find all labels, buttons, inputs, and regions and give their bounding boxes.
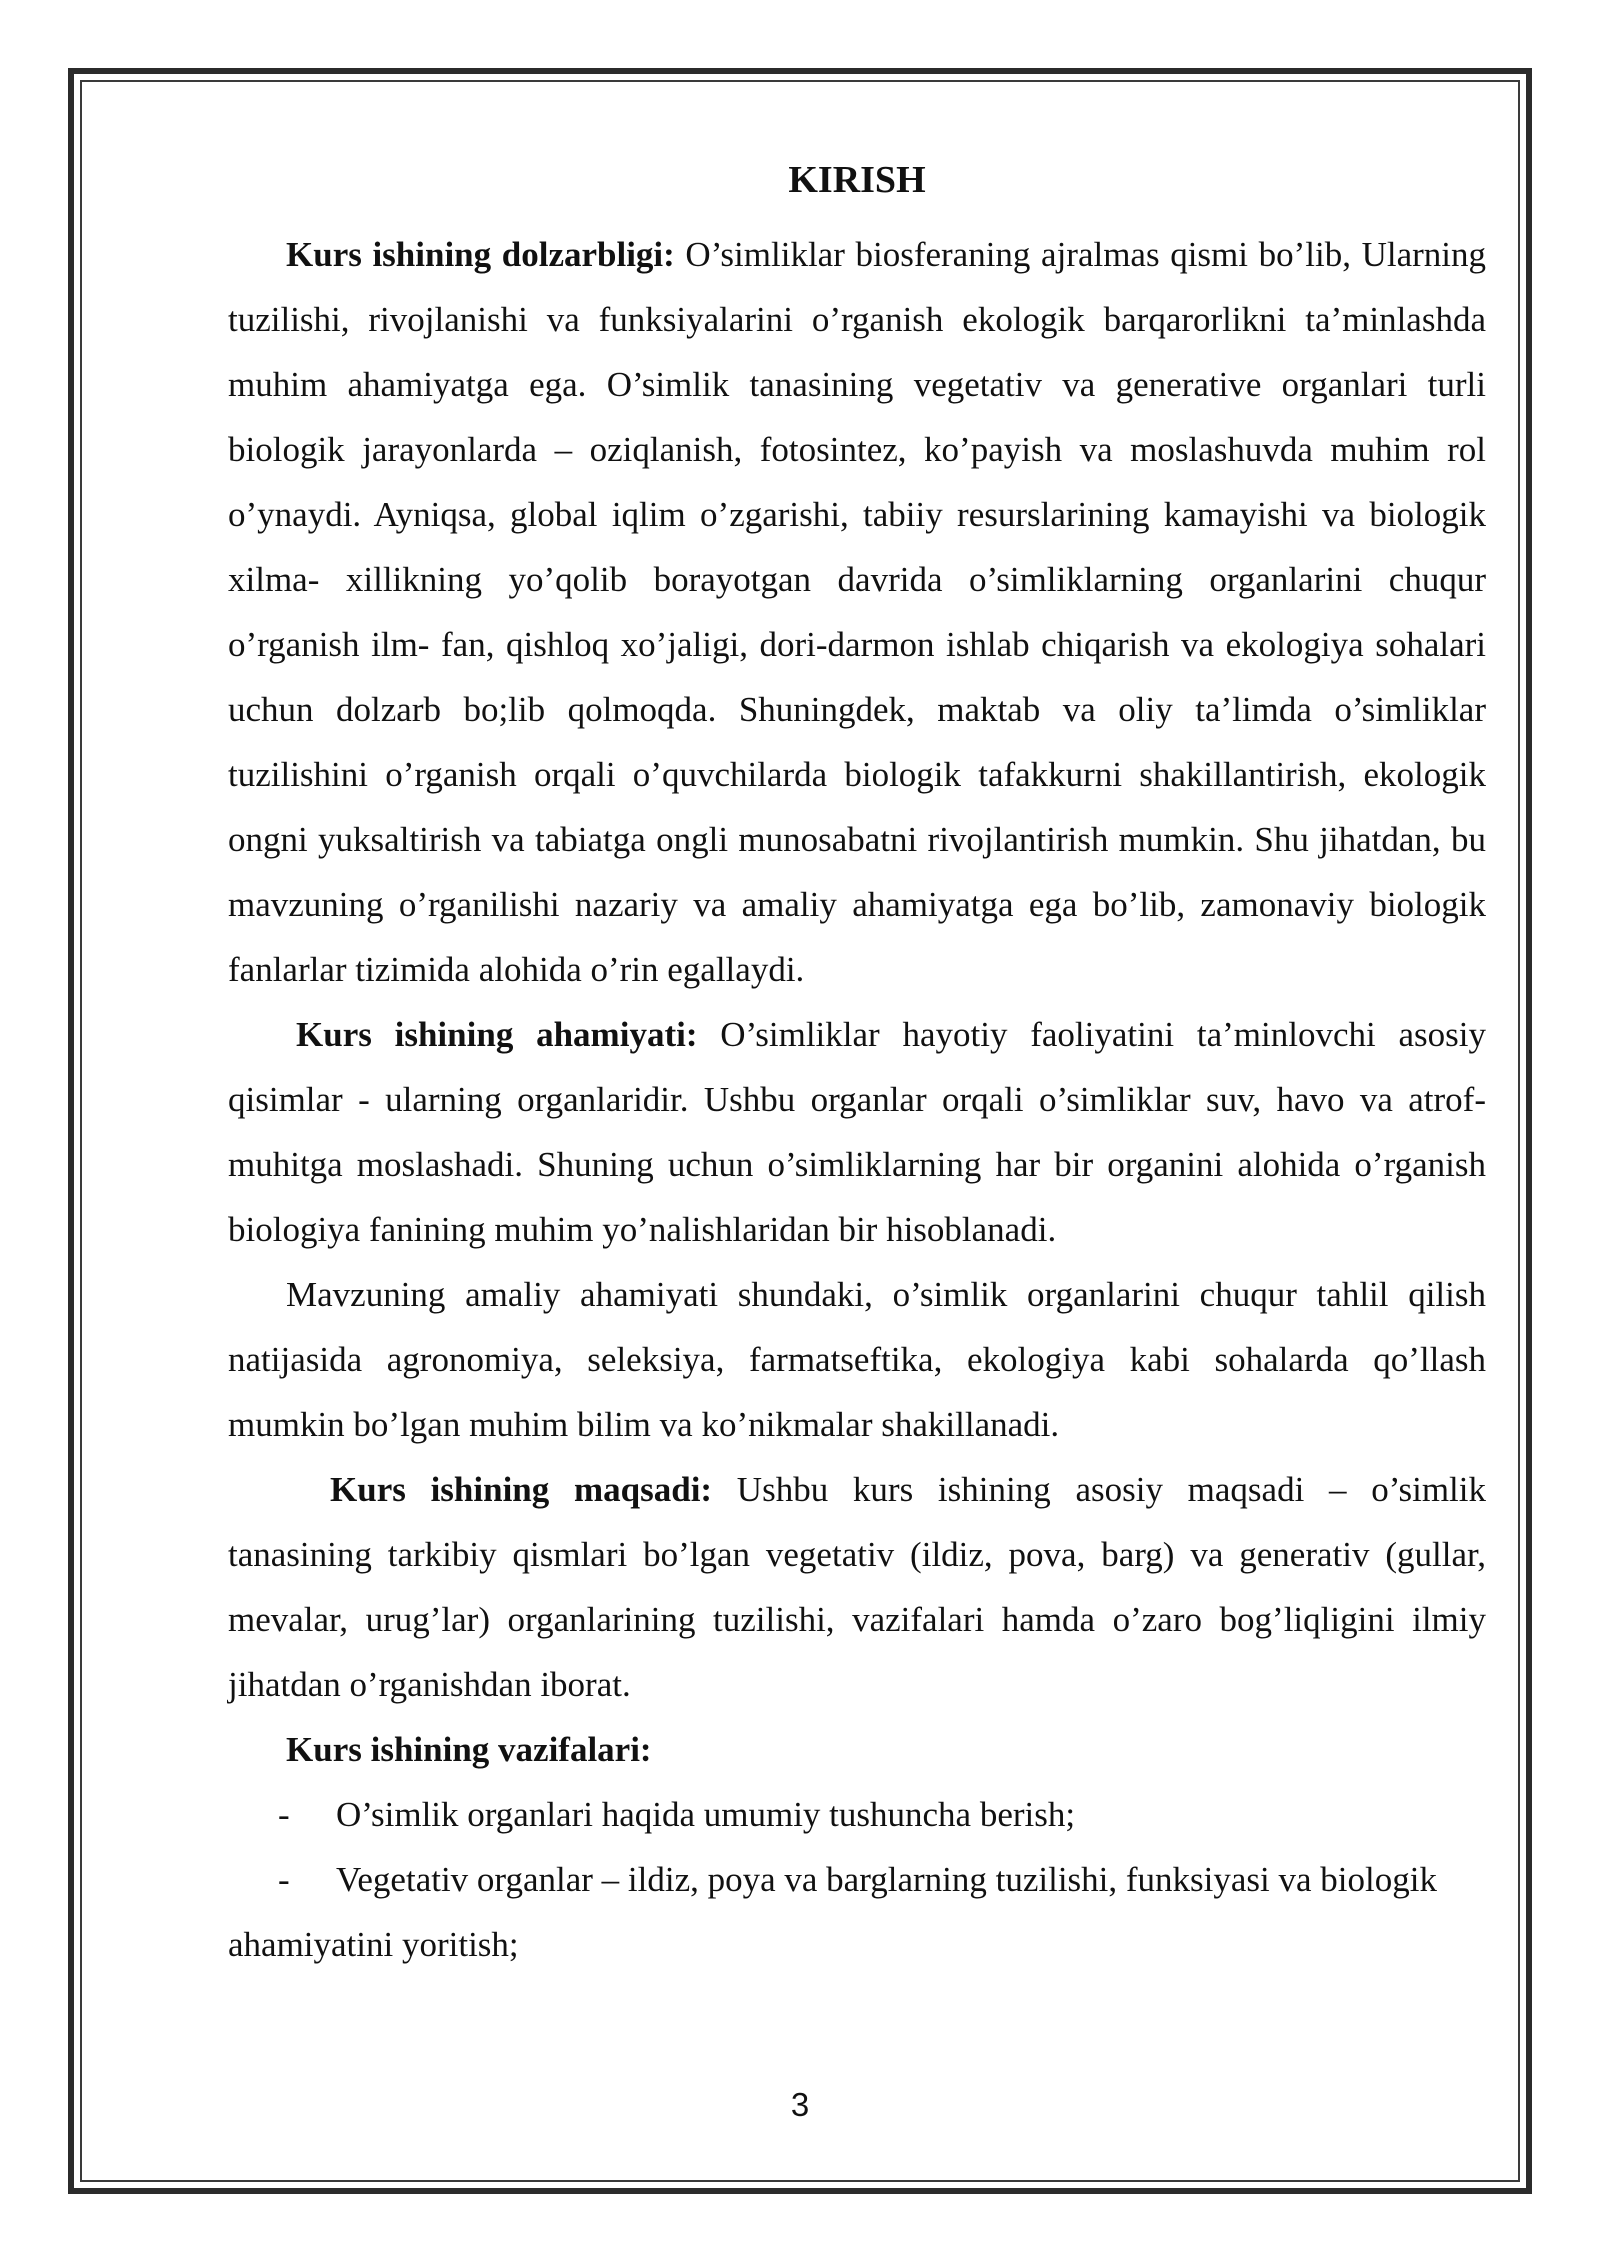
paragraph-maqsadi-label: Kurs ishining maqsadi: bbox=[330, 1470, 713, 1509]
page-number: 3 bbox=[790, 2086, 810, 2123]
paragraph-dolzarbligi bbox=[228, 222, 1486, 1002]
document-body bbox=[228, 150, 1486, 1977]
heading-vazifalari: Kurs ishining vazifalari: bbox=[286, 1730, 652, 1769]
list-marker: - bbox=[278, 1795, 290, 1834]
list-item bbox=[228, 1847, 1486, 1977]
paragraph-ahamiyati bbox=[228, 1002, 1486, 1262]
paragraph-ahamiyati-label: Kurs ishining ahamiyati: bbox=[296, 1015, 698, 1054]
task-list bbox=[228, 1782, 1486, 1977]
paragraph-dolzarbligi-label: Kurs ishining dolzarbligi: bbox=[286, 235, 675, 274]
paragraph-ahamiyati-text: O’simliklar hayotiy faoliyatini ta’minlovchi asosiy qisimlar - ularning organlaridir. Ushbu organlar orqali o’simliklar suv, havo va atrof-muhitga moslashadi. Shuning uchun o’simliklarning har bir organini alohida o’rganish biologiya fanining muhim yo’nalishlaridan bir hisoblanadi. bbox=[228, 1015, 1486, 1249]
list-item-text: Vegetativ organlar – ildiz, poya va barglarning tuzilishi, funksiyasi va biologik ahamiyatini yoritish; bbox=[228, 1860, 1437, 1964]
list-marker: - bbox=[278, 1860, 290, 1899]
list-item-text: O’simlik organlari haqida umumiy tushuncha berish; bbox=[336, 1795, 1076, 1834]
paragraph-maqsadi bbox=[228, 1457, 1486, 1717]
list-item bbox=[228, 1782, 1486, 1847]
paragraph-maqsadi-text: Ushbu kurs ishining asosiy maqsadi – o’simlik tanasining tarkibiy qismlari bo’lgan vegetativ (ildiz, pova, barg) va generativ (gullar, mevalar, urug’lar) organlarining tuzilishi, vazifalari hamda o’zaro bog’liqligini ilmiy jihatdan o’rganishdan iborat. bbox=[228, 1470, 1486, 1704]
document-title: KIRISH bbox=[788, 159, 926, 201]
paragraph-dolzarbligi-text: O’simliklar biosferaning ajralmas qismi bo’lib, Ularning tuzilishi, rivojlanishi va funksiyalarini o’rganish ekologik barqarorlikni ta’minlashda muhim ahamiyatga ega. O’simlik tanasining vegetativ va generative organlari turli biologik jarayonlarda – oziqlanish, fotosintez, ko’payish va moslashuvda muhim rol o’ynaydi. Ayniqsa, global iqlim o’zgarishi, tabiiy resurslarining kamayishi va biologik xilma- xillikning yo’qolib borayotgan davrida o’simliklarning organlarini chuqur o’rganish ilm- fan, qishloq xo’jaligi, dori-darmon ishlab chiqarish va ekologiya sohalari uchun dolzarb bo;lib qolmoqda. Shuningdek, maktab va oliy ta’limda o’simliklar tuzilishini o’rganish orqali o’quvchilarda biologik tafakkurni shakillantirish, ekologik ongni yuksaltirish va tabiatga ongli munosabatni rivojlantirish mumkin. Shu jihatdan, bu mavzuning o’rganilishi nazariy va amaliy ahamiyatga ega bo’lib, zamonaviy biologik fanlarlar tizimida alohida o’rin egallaydi. bbox=[228, 235, 1486, 989]
paragraph-amaliy: Mavzuning amaliy ahamiyati shundaki, o’simlik organlarini chuqur tahlil qilish natijasida agronomiya, seleksiya, farmatseftika, ekologiya kabi sohalarda qo’llash mumkin bo’lgan muhim bilim va ko’nikmalar shakillanadi. bbox=[228, 1275, 1486, 1444]
